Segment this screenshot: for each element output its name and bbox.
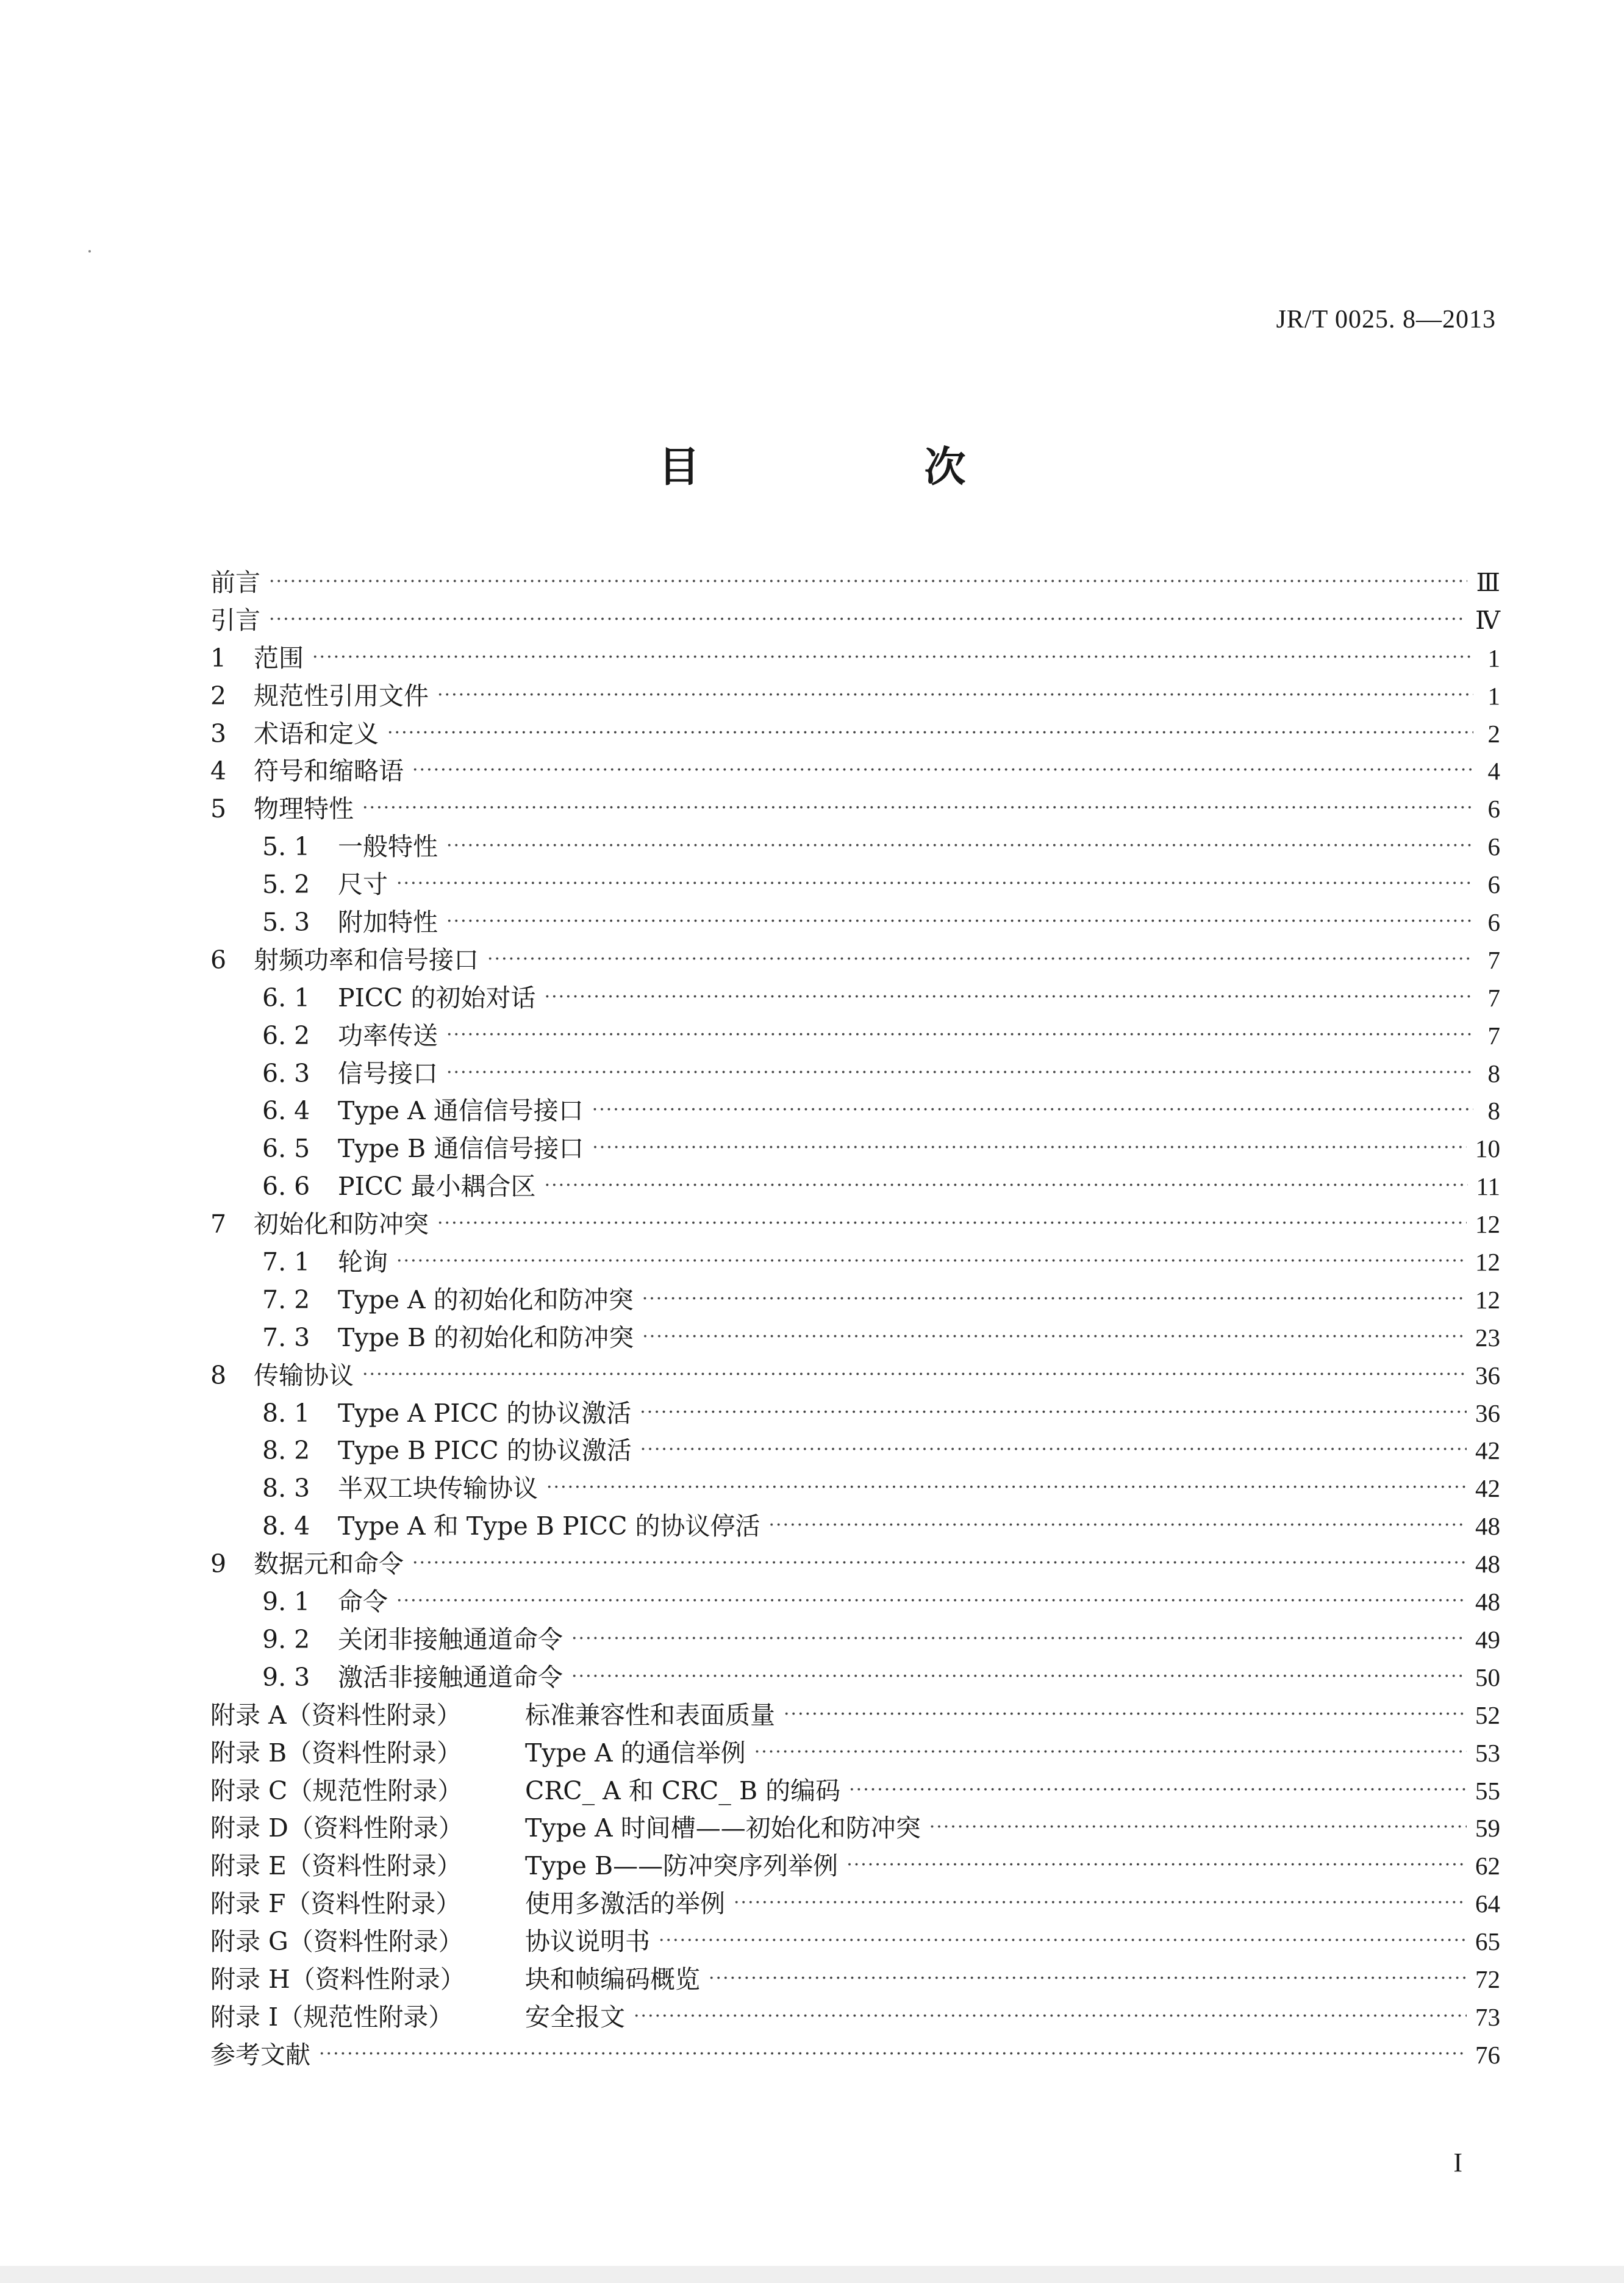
toc-page-number: 6 xyxy=(1487,908,1500,937)
toc-page-number: 65 xyxy=(1475,1927,1500,1956)
toc-entry[interactable] xyxy=(210,1659,1500,1697)
toc-entry-title: PICC 最小耦合区 xyxy=(338,1172,536,1202)
toc-page-number: 53 xyxy=(1475,1738,1500,1767)
toc-section-number: 3 xyxy=(210,719,227,748)
toc-page-number: 6 xyxy=(1487,870,1500,899)
toc-entry-title: 规范性引用文件 xyxy=(254,681,429,711)
scan-speck xyxy=(88,250,91,253)
toc-entry-title: Type A 的通信举例 xyxy=(525,1738,746,1768)
toc-entry-title: 范围 xyxy=(254,643,304,673)
toc-leader-dots xyxy=(319,2035,1467,2073)
toc-leader-dots xyxy=(709,1960,1467,1998)
toc-leader-dots xyxy=(784,1696,1467,1733)
toc-entry-title: Type A 的初始化和防冲突 xyxy=(338,1285,634,1314)
toc-leader-dots xyxy=(642,1280,1467,1318)
toc-leader-dots xyxy=(642,1318,1467,1356)
toc-leader-dots xyxy=(387,714,1473,752)
toc-leader-dots xyxy=(592,1091,1473,1129)
toc-entry[interactable] xyxy=(210,1432,1500,1470)
toc-entry[interactable] xyxy=(210,564,1500,602)
toc-section-number: 6. 3 xyxy=(262,1058,310,1088)
toc-section-number: 9. 2 xyxy=(262,1624,310,1654)
toc-leader-dots xyxy=(734,1884,1467,1922)
toc-page-number: 52 xyxy=(1475,1701,1500,1729)
toc-entry-title: Type B PICC 的协议激活 xyxy=(338,1436,632,1466)
toc-leader-dots xyxy=(571,1658,1467,1696)
toc-leader-dots xyxy=(446,903,1473,941)
toc-page-number: 50 xyxy=(1475,1663,1500,1691)
toc-page-number: 62 xyxy=(1475,1852,1500,1880)
toc-entry-title: 引言 xyxy=(210,605,260,635)
toc-section-number: 5. 3 xyxy=(262,908,310,937)
toc-entry-title: PICC 的初始对话 xyxy=(338,983,536,1012)
toc-section-number: 6. 5 xyxy=(262,1134,310,1164)
toc-leader-dots xyxy=(754,1733,1467,1771)
toc-entry-title: 轮询 xyxy=(338,1247,388,1277)
toc-section-number: 7. 2 xyxy=(262,1285,310,1314)
toc-entry[interactable] xyxy=(210,790,1500,828)
toc-entry-title: 标准兼容性和表面质量 xyxy=(525,1700,775,1730)
toc-entry[interactable] xyxy=(210,1168,1500,1206)
toc-entry-title: Type A 和 Type B PICC 的协议停活 xyxy=(338,1511,760,1541)
toc-page-number: 10 xyxy=(1475,1134,1500,1163)
toc-entry-title: 初始化和防冲突 xyxy=(254,1210,429,1239)
toc-page-number: Ⅲ xyxy=(1476,568,1500,597)
toc-entry[interactable] xyxy=(210,2037,1500,2074)
toc-entry-title: 使用多激活的举例 xyxy=(525,1889,725,1919)
toc-leader-dots xyxy=(412,751,1473,789)
toc-entry[interactable] xyxy=(210,1885,1500,1923)
toc-page-number: 4 xyxy=(1487,757,1500,786)
toc-entry-title: 尺寸 xyxy=(338,870,388,900)
toc-section-number: 5 xyxy=(210,794,227,824)
toc-leader-dots xyxy=(659,1922,1467,1960)
toc-annex-id: 附录 D（资料性附录） xyxy=(210,1813,463,1843)
toc-page-number: 42 xyxy=(1475,1474,1500,1503)
toc-page-number: 73 xyxy=(1475,2002,1500,2031)
toc-annex-id: 附录 C（规范性附录） xyxy=(210,1776,463,1805)
toc-page-number: 49 xyxy=(1475,1625,1500,1654)
toc-section-number: 8. 2 xyxy=(262,1436,310,1466)
toc-entry-title: 数据元和命令 xyxy=(254,1549,404,1579)
toc-entry-title: 术语和定义 xyxy=(254,719,379,748)
toc-entry[interactable] xyxy=(210,753,1500,790)
toc-entry-title: 激活非接触通道命令 xyxy=(338,1662,563,1692)
toc-section-number: 4 xyxy=(210,756,227,786)
toc-entry[interactable] xyxy=(210,1017,1500,1055)
toc-section-number: 7. 1 xyxy=(262,1247,310,1277)
toc-section-number: 7. 3 xyxy=(262,1322,310,1352)
toc-entry[interactable] xyxy=(210,678,1500,715)
toc-entry-title: 附加特性 xyxy=(338,908,438,937)
toc-entry[interactable] xyxy=(210,904,1500,942)
toc-entry[interactable] xyxy=(210,1961,1500,1999)
toc-section-number: 8. 1 xyxy=(262,1398,310,1428)
toc-entry-title: Type B 通信信号接口 xyxy=(338,1134,584,1164)
toc-entry-title: Type A PICC 的协议激活 xyxy=(338,1398,632,1428)
toc-annex-id: 附录 G（资料性附录） xyxy=(210,1927,463,1957)
toc-entry-title: 一般特性 xyxy=(338,832,438,862)
toc-entry[interactable] xyxy=(210,1923,1500,1961)
toc-entry-title: 关闭非接触通道命令 xyxy=(338,1624,563,1654)
toc-leader-dots xyxy=(929,1808,1467,1846)
toc-page-number: 12 xyxy=(1475,1285,1500,1314)
toc-annex-id: 附录 B（资料性附录） xyxy=(210,1738,462,1768)
toc-entry[interactable] xyxy=(210,942,1500,980)
toc-page-number: 72 xyxy=(1475,1965,1500,1993)
toc-page-number: 7 xyxy=(1487,945,1500,974)
toc-page-number: 11 xyxy=(1476,1172,1500,1201)
toc-entry[interactable] xyxy=(210,1848,1500,1885)
toc-leader-dots xyxy=(446,827,1473,865)
toc-leader-dots xyxy=(634,1998,1467,2035)
toc-entry-title: 物理特性 xyxy=(254,794,354,824)
toc-section-number: 9 xyxy=(210,1549,227,1579)
toc-page-number: 1 xyxy=(1487,681,1500,710)
toc-entry[interactable] xyxy=(210,1130,1500,1168)
toc-leader-dots xyxy=(396,865,1473,903)
toc-entry-title: 半双工块传输协议 xyxy=(338,1474,538,1503)
toc-leader-dots xyxy=(362,789,1473,827)
toc-entry[interactable] xyxy=(210,866,1500,904)
toc-entry[interactable] xyxy=(210,1810,1500,1848)
toc-leader-dots xyxy=(545,1167,1468,1205)
toc-entry-title: 前言 xyxy=(210,568,260,597)
toc-section-number: 8. 3 xyxy=(262,1474,310,1503)
toc-entry[interactable] xyxy=(210,1281,1500,1319)
toc-entry-title: CRC_ A 和 CRC_ B 的编码 xyxy=(525,1776,841,1805)
toc-entry[interactable] xyxy=(210,1092,1500,1130)
toc-page-number: 42 xyxy=(1475,1436,1500,1465)
toc-leader-dots xyxy=(640,1431,1467,1469)
toc-entry[interactable] xyxy=(210,1395,1500,1433)
toc-entry[interactable] xyxy=(210,1470,1500,1508)
toc-leader-dots xyxy=(849,1771,1467,1809)
toc-entry-title: 传输协议 xyxy=(254,1360,354,1390)
toc-entry[interactable] xyxy=(210,1244,1500,1281)
page-number: I xyxy=(1453,2148,1462,2177)
toc-entry[interactable] xyxy=(210,1999,1500,2037)
toc-entry-title: 参考文献 xyxy=(210,2040,310,2070)
toc-leader-dots xyxy=(312,639,1473,676)
toc-page-number: Ⅳ xyxy=(1475,606,1500,634)
toc-page-number: 1 xyxy=(1487,643,1500,672)
toc-entry-title: 信号接口 xyxy=(338,1058,438,1088)
toc-page-number: 59 xyxy=(1475,1814,1500,1843)
toc-entry[interactable] xyxy=(210,602,1500,640)
toc-entry-title: 符号和缩略语 xyxy=(254,756,404,786)
toc-page-number: 7 xyxy=(1487,1021,1500,1050)
toc-entry[interactable] xyxy=(210,828,1500,866)
toc-section-number: 2 xyxy=(210,681,227,711)
toc-entry-title: Type B 的初始化和防冲突 xyxy=(338,1322,634,1352)
toc-entry-title: Type A 通信信号接口 xyxy=(338,1096,584,1126)
toc-section-number: 6. 2 xyxy=(262,1020,310,1050)
toc-leader-dots xyxy=(571,1620,1467,1658)
toc-leader-dots xyxy=(487,941,1473,978)
toc-section-number: 7 xyxy=(210,1210,227,1239)
toc-page-number: 36 xyxy=(1475,1399,1500,1427)
toc-leader-dots xyxy=(592,1129,1467,1167)
toc-entry[interactable] xyxy=(210,1583,1500,1621)
toc-entry[interactable] xyxy=(210,1206,1500,1244)
toc-leader-dots xyxy=(412,1544,1467,1582)
toc-page-number: 8 xyxy=(1487,1059,1500,1088)
toc-page-number: 6 xyxy=(1487,833,1500,861)
toc-entry[interactable] xyxy=(210,640,1500,678)
toc-leader-dots xyxy=(446,1016,1473,1054)
toc-annex-id: 附录 E（资料性附录） xyxy=(210,1851,462,1881)
toc-section-number: 5. 2 xyxy=(262,870,310,900)
toc-leader-dots xyxy=(546,1469,1467,1507)
toc-page-number: 6 xyxy=(1487,795,1500,823)
document-code: JR/T 0025. 8—2013 xyxy=(1276,306,1496,334)
toc-entry[interactable] xyxy=(210,1319,1500,1357)
table-of-contents xyxy=(210,564,1500,2074)
toc-entry-title: 射频功率和信号接口 xyxy=(254,945,479,975)
toc-section-number: 1 xyxy=(210,643,227,673)
toc-page-number: 12 xyxy=(1475,1248,1500,1277)
toc-page-number: 48 xyxy=(1475,1550,1500,1579)
toc-page-number: 48 xyxy=(1475,1512,1500,1541)
toc-annex-id: 附录 A（资料性附录） xyxy=(210,1700,462,1730)
toc-section-number: 9. 1 xyxy=(262,1587,310,1617)
toc-entry[interactable] xyxy=(210,1055,1500,1093)
toc-entry-title: Type B——防冲突序列举例 xyxy=(525,1851,839,1881)
toc-entry[interactable] xyxy=(210,1621,1500,1659)
toc-entry-title: 命令 xyxy=(338,1587,388,1617)
toc-section-number: 6 xyxy=(210,945,227,975)
toc-leader-dots xyxy=(437,676,1473,714)
toc-entry-title: 功率传送 xyxy=(338,1020,438,1050)
toc-page-number: 8 xyxy=(1487,1097,1500,1125)
toc-page-number: 36 xyxy=(1475,1361,1500,1389)
toc-page-number: 23 xyxy=(1475,1323,1500,1352)
toc-annex-id: 附录 F（资料性附录） xyxy=(210,1889,461,1919)
toc-page-number: 48 xyxy=(1475,1588,1500,1616)
toc-entry[interactable] xyxy=(210,715,1500,753)
toc-section-number: 8. 4 xyxy=(262,1511,310,1541)
toc-entry-title: 块和帧编码概览 xyxy=(525,1964,700,1994)
toc-entry[interactable] xyxy=(210,1735,1500,1772)
toc-leader-dots xyxy=(769,1507,1467,1544)
toc-annex-id: 附录 H（资料性附录） xyxy=(210,1964,465,1994)
toc-section-number: 8 xyxy=(210,1360,227,1390)
toc-entry[interactable] xyxy=(210,980,1500,1017)
page-title: 目 次 xyxy=(658,443,1057,492)
toc-page-number: 76 xyxy=(1475,2040,1500,2069)
toc-leader-dots xyxy=(545,978,1473,1016)
toc-page-number: 2 xyxy=(1487,719,1500,748)
toc-page-number: 12 xyxy=(1475,1210,1500,1239)
toc-leader-dots xyxy=(269,563,1467,601)
toc-page-number: 55 xyxy=(1475,1776,1500,1805)
toc-entry[interactable] xyxy=(210,1697,1500,1735)
toc-entry[interactable] xyxy=(210,1772,1500,1810)
toc-entry-title: Type A 时间槽——初始化和防冲突 xyxy=(525,1813,921,1843)
toc-entry[interactable] xyxy=(210,1508,1500,1546)
toc-leader-dots xyxy=(640,1394,1467,1432)
toc-leader-dots xyxy=(396,1242,1467,1280)
toc-leader-dots xyxy=(396,1582,1467,1620)
toc-leader-dots xyxy=(437,1205,1467,1242)
toc-entry-title: 安全报文 xyxy=(525,2002,625,2032)
toc-entry[interactable] xyxy=(210,1546,1500,1583)
toc-section-number: 6. 1 xyxy=(262,983,310,1012)
scan-edge xyxy=(0,2266,1624,2283)
toc-page-number: 64 xyxy=(1475,1890,1500,1918)
toc-entry[interactable] xyxy=(210,1357,1500,1395)
toc-annex-id: 附录 I（规范性附录） xyxy=(210,2002,454,2032)
toc-section-number: 6. 4 xyxy=(262,1096,310,1126)
toc-leader-dots xyxy=(362,1356,1467,1394)
toc-leader-dots xyxy=(446,1054,1473,1092)
toc-section-number: 6. 6 xyxy=(262,1172,310,1202)
toc-leader-dots xyxy=(846,1846,1467,1884)
toc-section-number: 5. 1 xyxy=(262,832,310,862)
toc-section-number: 9. 3 xyxy=(262,1662,310,1692)
toc-page-number: 7 xyxy=(1487,983,1500,1012)
toc-leader-dots xyxy=(269,601,1467,639)
toc-entry-title: 协议说明书 xyxy=(525,1927,650,1957)
